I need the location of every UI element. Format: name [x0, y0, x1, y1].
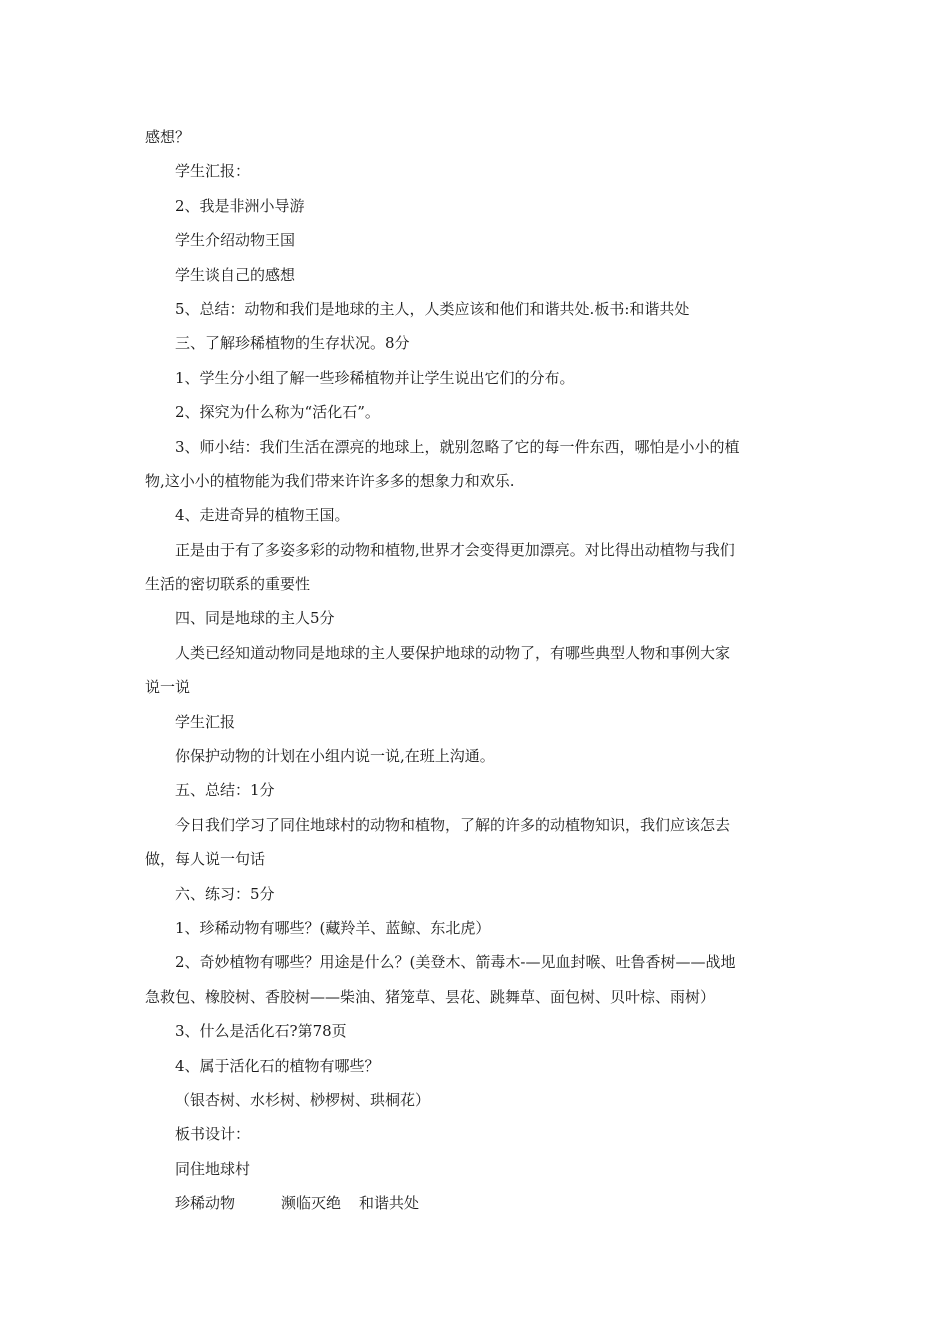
text-line: 正是由于有了多姿多彩的动物和植物,世界才会变得更加漂亮。对比得出动植物与我们 — [175, 540, 735, 559]
section-heading: 六、练习：5分 — [175, 884, 275, 903]
text-line: 学生汇报 — [175, 712, 236, 731]
text-line: 人类已经知道动物同是地球的主人要保护地球的动物了，有哪些典型人物和事例大家 — [175, 643, 731, 662]
board-design-row — [145, 1186, 810, 1220]
text-line: 4、走进奇异的植物王国。 — [175, 506, 350, 525]
text-line: 3、什么是活化石?第78页 — [175, 1022, 347, 1041]
text-line: （银杏树、水杉树、桫椤树、珙桐花） — [175, 1090, 431, 1109]
text-line: 物,这小小的植物能为我们带来许许多多的想象力和欢乐. — [145, 471, 515, 490]
text-line: 1、学生分小组了解一些珍稀植物并让学生说出它们的分布。 — [175, 368, 575, 387]
text-line: 学生介绍动物王国 — [175, 231, 296, 250]
document-body — [145, 120, 810, 1221]
section-heading: 四、同是地球的主人5分 — [175, 609, 335, 628]
text-line: 学生汇报： — [175, 162, 251, 181]
section-heading: 五、总结：1分 — [175, 781, 275, 800]
text-line: 1、珍稀动物有哪些？(藏羚羊、蓝鲸、东北虎） — [175, 918, 491, 937]
text-line: 生活的密切联系的重要性 — [145, 575, 311, 594]
text-line: 2、我是非洲小导游 — [175, 196, 305, 215]
text-line: 说一说 — [145, 678, 191, 697]
text-line: 学生谈自己的感想 — [175, 265, 296, 284]
text-line: 5、总结：动物和我们是地球的主人，人类应该和他们和谐共处.板书:和谐共处 — [175, 299, 690, 318]
text-line: 2、奇妙植物有哪些？用途是什么？(美登木、箭毒木-—见血封喉、吐鲁香树——战地 — [175, 953, 736, 972]
board-cell: 和谐共处 — [359, 1194, 420, 1213]
text-line: 3、师小结：我们生活在漂亮的地球上，就别忽略了它的每一件东西，哪怕是小小的植 — [175, 437, 740, 456]
text-line: 板书设计： — [175, 1125, 251, 1144]
section-heading: 三、了解珍稀植物的生存状况。8分 — [175, 334, 410, 353]
text-line: 4、属于活化石的植物有哪些？ — [175, 1056, 380, 1075]
text-line: 感想？ — [145, 128, 191, 146]
text-line: 2、探究为什么称为“活化石”。 — [175, 403, 380, 422]
text-line: 做，每人说一句话 — [145, 850, 266, 869]
board-cell: 珍稀动物 — [175, 1194, 236, 1213]
board-cell: 濒临灭绝 — [281, 1194, 342, 1213]
text-line: 今日我们学习了同住地球村的动物和植物，了解的许多的动植物知识，我们应该怎去 — [175, 815, 731, 834]
text-line: 急救包、橡胶树、香胶树——柴油、猪笼草、昙花、跳舞草、面包树、贝叶棕、雨树） — [145, 987, 716, 1006]
text-line: 你保护动物的计划在小组内说一说,在班上沟通。 — [175, 747, 495, 766]
text-line: 同住地球村 — [175, 1159, 251, 1178]
